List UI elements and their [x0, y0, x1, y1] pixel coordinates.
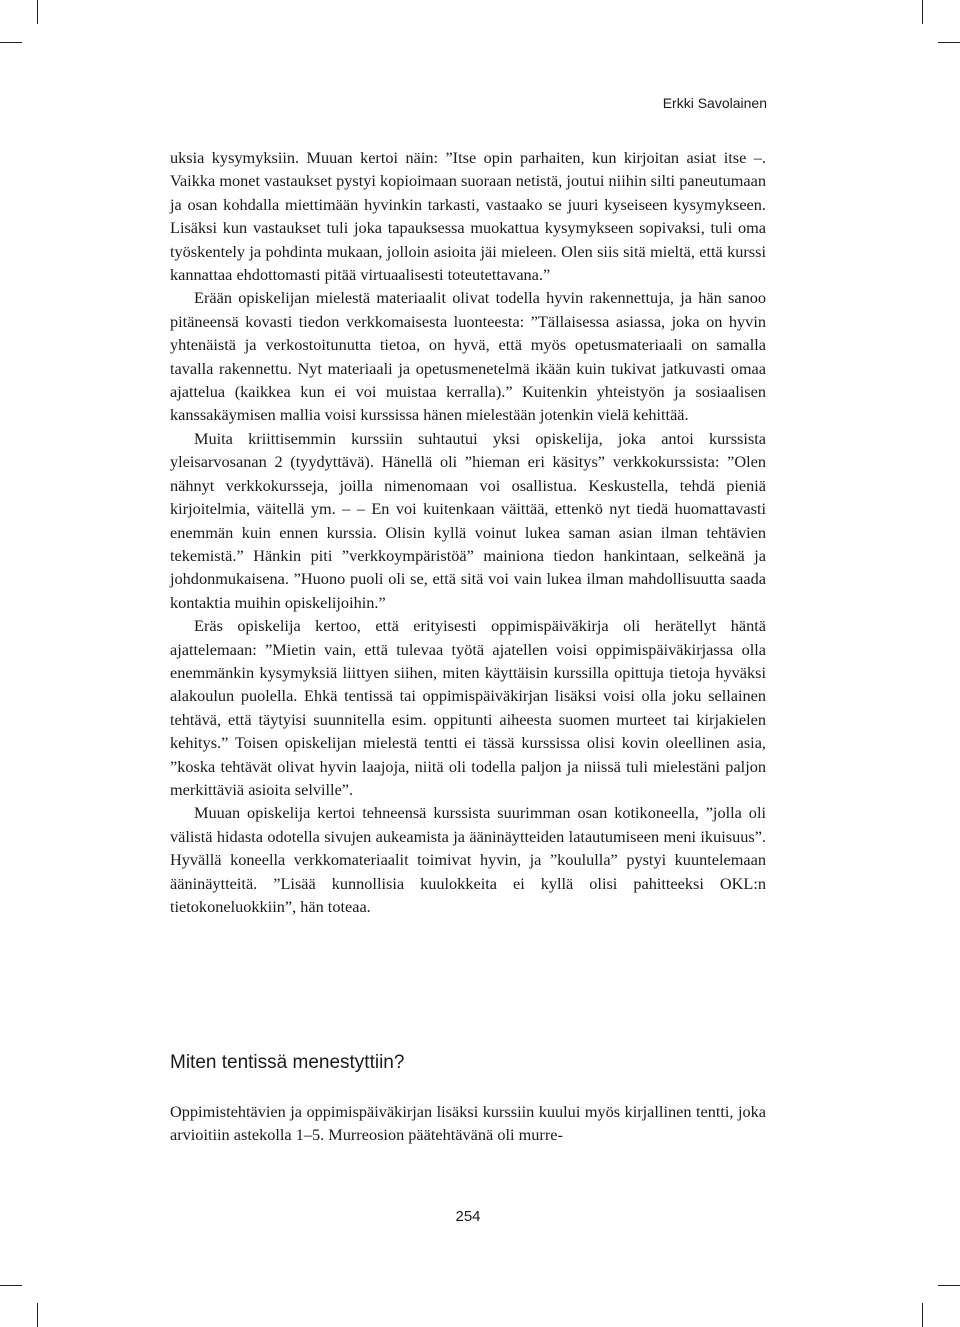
running-header-author: Erkki Savolainen [662, 95, 767, 111]
paragraph: Erään opiskelijan mielestä materiaalit olivat todella hyvin rakennettuja, ja hän sanoo pitäneensä kovasti tiedon verkkomaisesta luonteesta: ”Tällaisessa asiassa, joka on hyvin yhtenäistä ja verkostoitunutta tietoa, on hyvä, että myös opetusmateriaali on samalla tavalla rakennettu. Nyt materiaali ja opetusmenetelmä ikään kuin tukivat jatkuvasti omaa ajattelua (kaikkea kun ei voi muistaa kerralla).” Kuitenkin yhteistyön ja sosiaalisen kanssakäymisen mallia voisi kurssissa hänen mielestään jotenkin vielä kehittää. [170, 288, 766, 425]
paragraph: uksia kysymyksiin. Muuan kertoi näin: ”Itse opin parhaiten, kun kirjoitan asiat itse –. Vaikka monet vastaukset pystyi kopioimaan suoraan netistä, joutui niihin silti paneutumaan ja osan kohdalla miettimään hyvinkin tarkasti, vastaako se juuri kyseiseen kysymykseen. Lisäksi kun vastaukset tuli joka tapauksessa muokattua kysymykseen sopivaksi, tuli oma työskentely ja pohdinta mukaan, jolloin asioita jäi mieleen. Olen siis sitä mieltä, että kurssi kannattaa ehdottomasti pitää virtuaalisesti toteutettavana.” [170, 148, 766, 285]
paragraph: Oppimistehtävien ja oppimispäiväkirjan lisäksi kurssiin kuului myös kirjallinen tentti, joka arvioitiin astekolla 1–5. Murreosion päätehtävänä oli murre- [170, 1102, 766, 1145]
section-heading: Miten tentissä menestyttiin? [170, 1052, 405, 1073]
body-text [170, 146, 766, 918]
page-number: 254 [455, 1208, 481, 1225]
paragraph: Eräs opiskelija kertoo, että erityisesti oppimispäiväkirja oli herätellyt häntä ajattelemaan: ”Mietin vain, että tulevaa työtä ajatellen voisi oppimispäiväkirjassa olla enemmänkin kysymyksiä liittyen siihen, miten käyttäisin kurssilla opittuja tietoja hyväksi alakoulun puolella. Ehkä tentissä tai oppimispäiväkirjan lisäksi voisi olla joku sellainen tehtävä, että täytyisi suunnitella esim. oppitunti aiheesta suomen murteet tai kirjakielen kehitys.” Toisen opiskelijan mielestä tentti ei tässä kurssissa olisi kovin oleellinen asia, ”koska tehtävät olivat hyvin laajoja, niitä oli todella paljon ja niissä tuli mielestäni paljon merkittäviä asioita selville”. [170, 616, 766, 799]
paragraph: Muuan opiskelija kertoi tehneensä kurssista suurimman osan kotikoneella, ”jolla oli välistä hidasta odotella sivujen aukeamista ja ääninäytteiden latautumiseen meni ikuisuus”. Hyvällä koneella verkkomateriaalit toimivat hyvin, ja ”koululla” pystyi kuuntelemaan ääninäytteitä. ”Lisää kunnollisia kuulokkeita ei kyllä olisi pahitteeksi OKL:n tietokoneluokkiin”, hän toteaa. [170, 803, 766, 916]
paragraph: Muita kriittisemmin kurssiin suhtautui yksi opiskelija, joka antoi kurssista yleisarvosanan 2 (tyydyttävä). Hänellä oli ”hieman eri käsitys” verkkokurssista: ”Olen nähnyt verkkokursseja, joilla nimenomaan voi osallistua. Keskustella, tehdä pieniä kirjoitelmia, väitellä ym. – – En voi kuitenkaan väittää, ettenkö nyt tiedä huomattavasti enemmän kuin ennen kurssia. Olisin kyllä voinut lukea saman asian ilman tehtävien tekemistä.” Hänkin piti ”verkkoympäristöä” mainiona tiedon hankintaan, selkeänä ja johdonmukaisena. ”Huono puoli oli se, että sitä voi vain lukea ilman mahdollisuutta saada kontaktia muihin opiskelijoihin.” [170, 428, 766, 612]
section-body-text [170, 1100, 766, 1147]
